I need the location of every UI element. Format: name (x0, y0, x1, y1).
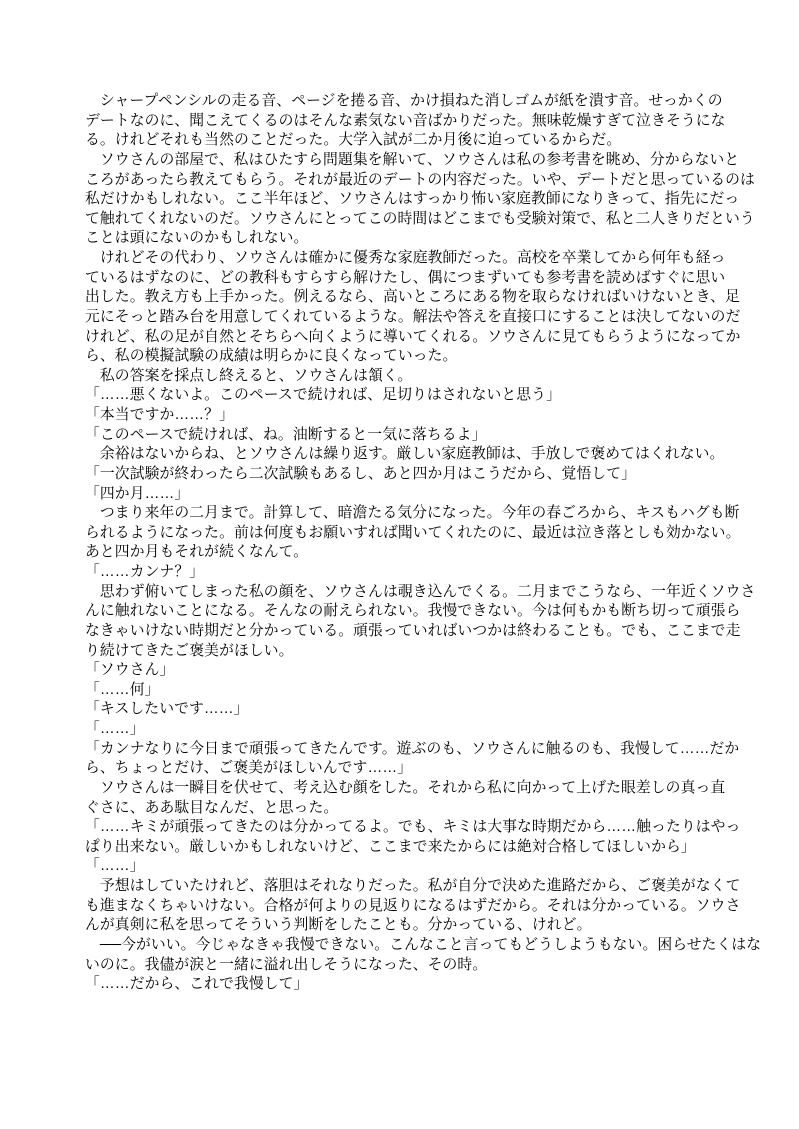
text-line: けれど、私の足が自然とそちらへ向くように導いてくれる。ソウさんに見てもらうようになってか (85, 328, 741, 345)
text-line: けれどその代わり、ソウさんは確かに優秀な家庭教師だった。高校を卒業してから何年も経っ (85, 250, 726, 266)
story-text-block (85, 92, 762, 995)
text-line: シャープペンシルの走る音、ページを捲る音、かけ損ねた消しゴムが紙を潰す音。せっかくの (85, 93, 723, 109)
text-line: なきゃいけない時期だと分かっている。頑張っていればいつかは終わることも。でも、ここまで走 (85, 622, 741, 639)
text-line: も進まなくちゃいけない。合格が何よりの見返りになるはずだから。それは分かっている。ソウさ (85, 897, 741, 914)
text-line: 私の答案を採点し終えると、ソウさんは頷く。 (85, 367, 413, 384)
text-line: ぐさに、ああ駄目なんだ、と思った。 (85, 799, 339, 816)
text-line: ことは頭にないのかもしれない。 (85, 230, 309, 247)
text-line: る。けれどそれも当然のことだった。大学入試が二か月後に迫っているからだ。 (85, 132, 622, 149)
text-line: 「一次試験が終わったら二次試験もあるし、あと四か月はこうだから、覚悟して」 (85, 465, 637, 482)
text-line: いのに。我儘が涙と一緒に溢れ出しそうになった、その時。 (85, 956, 488, 973)
text-line: 「……悪くないよ。このペースで続ければ、足切りはされないと思う」 (85, 387, 561, 404)
text-line: ら、私の模擬試験の成績は明らかに良くなっていった。 (85, 348, 458, 365)
text-line: 思わず俯いてしまった私の顔を、ソウさんは覗き込んでくる。二月までこうなら、一年近くソウさ (85, 583, 756, 600)
text-line: 元にそっと踏み台を用意してくれているような。解法や答えを直接口にすることは決してないのだ (85, 308, 741, 325)
text-line: 私だけかもしれない。ここ半年ほど、ソウさんはすっかり怖い家庭教師になりきって、指先にだっ (85, 191, 740, 208)
text-line: 「本当ですか……？」 (85, 407, 234, 423)
text-line: ぱり出来ない。厳しいかもしれないけど、ここまで来たからには絶対合格してほしいから」 (85, 838, 696, 855)
text-line: 「……何」 (85, 681, 160, 698)
text-line: 「ソウさん」 (85, 662, 175, 679)
text-line: 「このペースで続ければ、ね。油断すると一気に落ちるよ」 (85, 426, 487, 443)
text-line: て触れてくれないのだ。ソウさんにとってこの時間はどこまでも受験対策で、私と二人きりだという (85, 210, 755, 227)
text-line: 予想はしていたけれど、落胆はそれなりだった。私が自分で決めた進路だから、ご褒美がなくて (85, 878, 741, 894)
text-line: ころがあったら教えてもらう。それが最近のデートの内容だった。いや、デートだと思っているのは (85, 171, 755, 188)
text-line: ソウさんは一瞬目を伏せて、考え込む顔をした。それから私に向かって上げた眼差しの真っ直 (85, 779, 726, 796)
text-line: 「……」 (85, 721, 145, 737)
text-line: 「キスしたいです……」 (85, 701, 249, 718)
text-line: 「……キミが頑張ってきたのは分かってるよ。でも、キミは大事な時期だから……触ったりはやっ (85, 819, 741, 836)
text-line: 「四か月……」 (85, 485, 190, 502)
text-line: デートなのに、聞こえてくるのはそんな素気ない音ばかりだった。無味乾燥すぎて泣きそうにな (85, 112, 726, 129)
text-line: ら、ちょっとだけ、ご褒美がほしいんです……」 (85, 760, 413, 777)
text-line: 「……だから、これで我慢して」 (85, 976, 309, 993)
text-line: られるようになった。前は何度もお願いすれば聞いてくれたのに、最近は泣き落としも効かない。 (85, 524, 741, 541)
text-line: ──今がいい。今じゃなきゃ我慢できない。こんなこと言ってもどうしようもない。困らせたくはな (85, 936, 762, 953)
text-line: 出した。教え方も上手かった。例えるなら、高いところにある物を取らなければいけないとき、足 (85, 289, 740, 306)
text-line: 「カンナなりに今日まで頑張ってきたんです。遊ぶのも、ソウさんに触るのも、我慢して……だか (85, 740, 740, 757)
text-line: ソウさんの部屋で、私はひたすら問題集を解いて、ソウさんは私の参考書を眺め、分からないと (85, 151, 740, 168)
text-line: あと四か月もそれが続くなんて。 (85, 544, 309, 561)
text-line: んが真剣に私を思ってそういう判断をしたことも。分かっている、けれど。 (85, 917, 592, 934)
text-line: んに触れないことになる。そんなの耐えられない。我慢できない。今は何もかも断ち切って頑張ら (85, 603, 741, 620)
text-line: 「……カンナ？」 (85, 564, 205, 580)
text-line: 余裕はないからね、とソウさんは繰り返す。厳しい家庭教師は、手放しで褒めてはくれない。 (85, 446, 725, 463)
text-line: り続けてきたご褒美がほしい。 (85, 642, 294, 659)
text-line: 「……」 (85, 858, 145, 875)
text-line: ているはずなのに、どの教科もすらすら解けたし、偶につまずいても参考書を読めばすぐに思い (85, 269, 726, 286)
text-line: つまり来年の二月まで。計算して、暗澹たる気分になった。今年の春ごろから、キスもハグも断 (85, 505, 740, 522)
